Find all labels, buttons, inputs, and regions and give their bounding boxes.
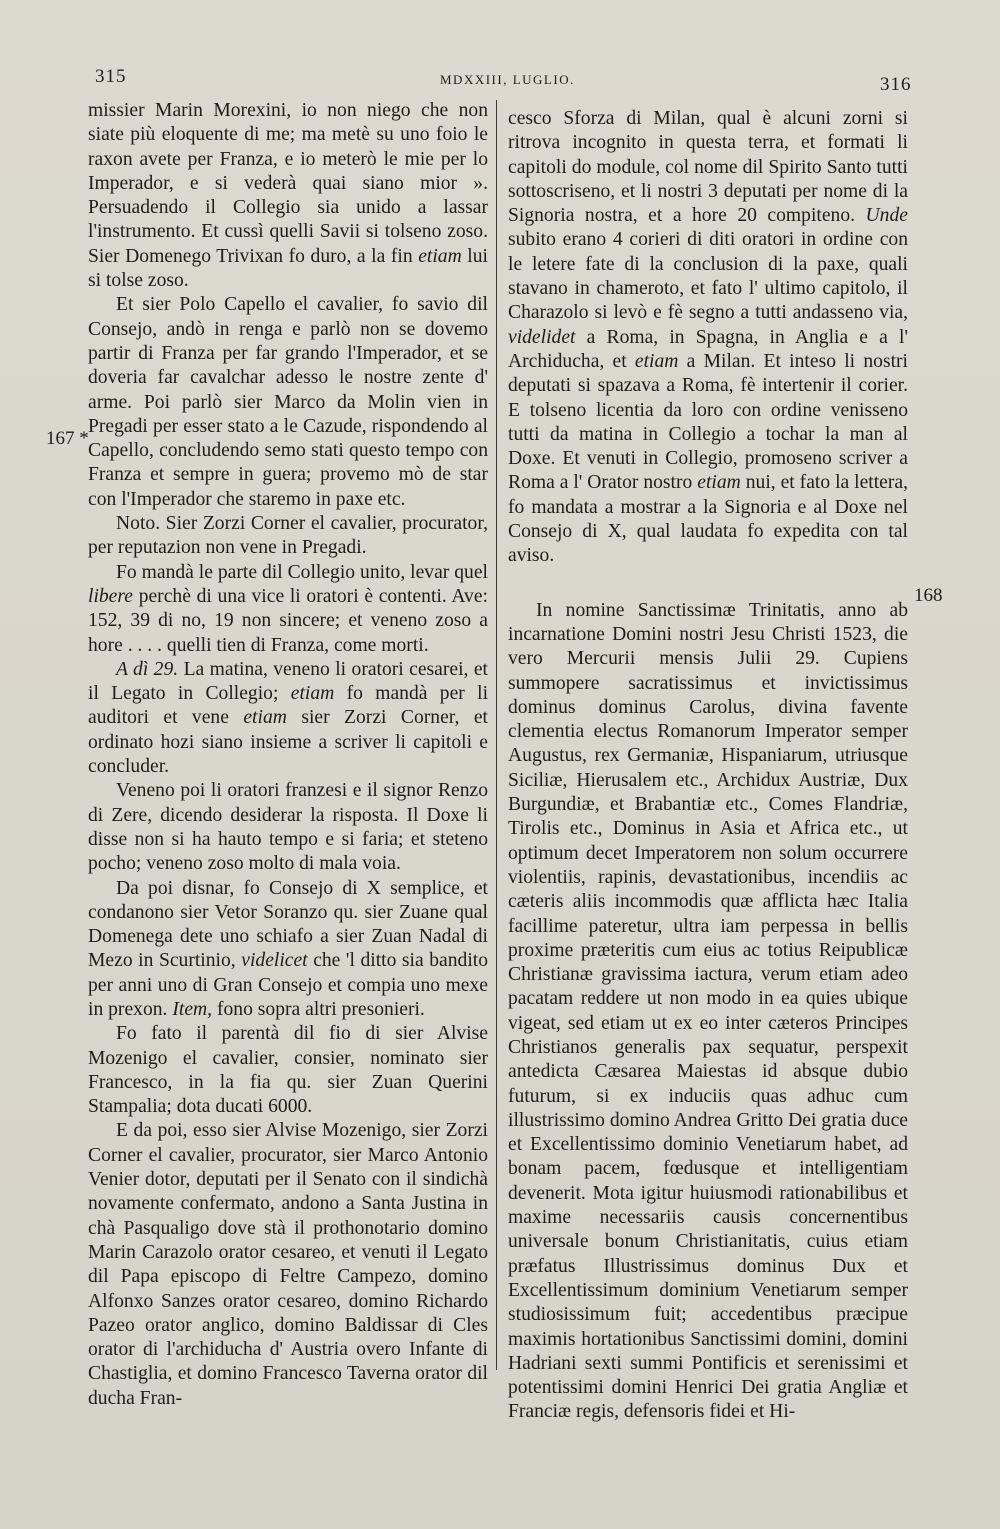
treaty-paragraph: In nomine Sanctissimæ Trinitatis, anno ab incarnatione Domini nostri Jesu Christi 1523, die vero Mercurii mensis Julii 29. Cupiens summopere sacratissimus et invictissimus dominus dominus Carolus, divina favente clementia electus Romanorum Imperator semper Augustus, rex Germaniæ, Hispaniarum, utriusque Siciliæ, Hierusalem etc., Archidux Austriæ, Dux Burgundiæ, et Brabantiæ etc., Comes Flandriæ, Tirolis etc., Dominus in Asia et Africa etc., ut optimum decet Imperatorem non solum occurrere violentiis, rapinis, devastationibus, incendiis ac cæteris aliis incommodis quæ afflicta hæc Italia facillime pateretur, ultra iam perpessa in bellis proxime præteritis cum eius ac totius Reipublicæ Christianæ gravissima iactura, verum etiam adeo pacatam reddere ut non modo in ea quies ubique vigeat, sed etiam ut ex eo inter cæteros Principes Christianos generalis pax sequatur, perspexit antedicta Cæsarea Maiestas id absque dubio futurum, si ex induciis quas adhuc cum illustrissimo domino Andrea Gritto Dei gratia duce et Excellentissimo dominio Venetiarum habet, ad bonam pacem, fœdusque et intelligentiam devenerit. Mota igitur huiusmodi rationabilibus et maxime necessariis causis concernentibus universale bonum Christianitatis, cuius etiam præfatus Illustrissimus dominus Dux et Excellentissimum dominium Venetiarum semper studiosissimum fuit; accedentibus præcipue maximis hortationibus Sanctissimi domini, domini Hadriani sexti summi Pontificis et serenissimi et potentissimi domini Henrici Dei gratia Angliæ et Franciæ regis, defensoris fidei et Hi- [508,599,908,1423]
column-divider [496,100,497,1370]
paragraph: E da poi, esso sier Alvise Mozenigo, sier Zorzi Corner el cavalier, procurator, sier Marco Antonio Venier dotor, deputati per il Senato con il sindichà novamente confermato, andono a Santa Justina in chà Pasqualigo dove stà il prothonotario domino Marin Carazolo orator cesareo, et venuti il Legato dil Papa episcopo di Feltre Campezo, domino Alfonxo Sanzes orator cesareo, domino Richardo Pazeo orator anglico, domino Baldissar di Cles orator di l'archiducha d' Austria overo Infante di Chastiglia, et domino Francesco Taverna orator dil ducha Fran- [88,1120,488,1409]
left-column [88,99,488,1411]
paragraph: Et sier Polo Capello el cavalier, fo savio dil Consejo, andò in renga e parlò non se dovemo partir di Franza per far grando l'Imperador, et se doveria far cavalchar adesso le nostre zente d' arme. Poi parlò sier Marco da Molin vien in Pregadi per esser stato a le Cazude, rispondendo al Capello, concludendo semo stati questo tempo con Franza et sempre in guera; provemo mò de star con l'Imperador che staremo in paxe etc. [88,294,488,510]
page-number-right: 316 [880,74,912,95]
margin-note-right: 168 [914,585,943,606]
date-label: A dì 29. [116,658,179,680]
page-number-left: 315 [95,66,127,87]
paragraph: Noto. Sier Zorzi Corner el cavalier, procurator, per reputazion non vene in Pregadi. [88,513,488,559]
paragraph: A dì 29. La matina, veneno li oratori cesarei, et il Legato in Collegio; etiam fo mandà per li auditori et vene etiam sier Zorzi Corner, et ordinato hozi siano insieme a scriver li capitoli e concluder. [88,658,489,778]
paragraph: Veneno poi li oratori franzesi e il signor Renzo di Zere, dicendo desiderar la risposta. Il Doxe li disse non si ha hauto tempo e si faria; et steteno pocho; veneno zoso molto di mala voia. [88,780,488,875]
margin-note-left: 167 * [46,428,89,449]
paragraph: Fo fato il parentà dil fio di sier Alvise Mozenigo el cavalier, consier, nominato sier Francesco, in la fia qu. sier Zuan Querini Stampalia; dota ducati 6000. [88,1023,488,1118]
paragraph: Da poi disnar, fo Consejo di X semplice, et condanono sier Vetor Soranzo qu. sier Zuane qual Domenega dete uno schiafo a sier Zuan Nadal di Mezo in Scurtinio, videlicet che 'l ditto sia bandito per anni uno di Gran Consejo et compia uno mexe in prexon. Item, fono sopra altri presonieri. [88,877,489,1020]
right-column [508,107,908,1425]
paragraph: cesco Sforza di Milan, qual è alcuni zorni si ritrova incognito in questa terra, et formati li capitoli do module, col nome dil Spirito Santo tutti sottoscriseno, et li nostri 3 deputati per nome di la Signoria nostra, et a hore 20 compiteno. Unde subito erano 4 corieri di diti oratori in ordine con le letere fate di la conclusion di la paxe, quali stavano in chameroto, et fato l' ultimo capitolo, il Charazolo si levò e fè segno a tutti andasseno via, videlidet a Roma, in Spagna, in Anglia e a l' Archiducha, et etiam a Milan. Et inteso li nostri deputati si spazava a Roma, fè intertenir il corier. E tolseno licentia da loro con ordine venisseno tutti da matina in Collegio a tochar la man al Doxe. Et venuti in Collegio, promoseno scriver a Roma a l' Orator nostro etiam nui, et fato la lettera, fo mandata a mostrar a la Signoria e al Doxe nel Consejo di X, qual laudata fo expedita con tal aviso. [508,108,908,567]
paragraph: Fo mandà le parte dil Collegio unito, levar quel libere perchè di una vice li oratori è contenti. Ave: 152, 39 di no, 19 non sincere; et veneno zoso a hore . . . . quelli tien di Franza, come morti. [88,561,488,656]
running-title: MDXXIII, LUGLIO. [440,72,575,87]
paragraph: missier Marin Morexini, io non niego che non siate più eloquente di me; ma metè su uno foio le raxon avete per Franza, e io meterò le mie per lo Imperador, e si vederà quai siano mior ». Persuadendo il Collegio sia unido a lassar l'instrumento. Et cussì quelli Savii si tolseno zoso. Sier Domenego Trivixan fo duro, a la fin etiam lui si tolse zoso. [88,100,488,292]
page-header [0,62,1000,102]
